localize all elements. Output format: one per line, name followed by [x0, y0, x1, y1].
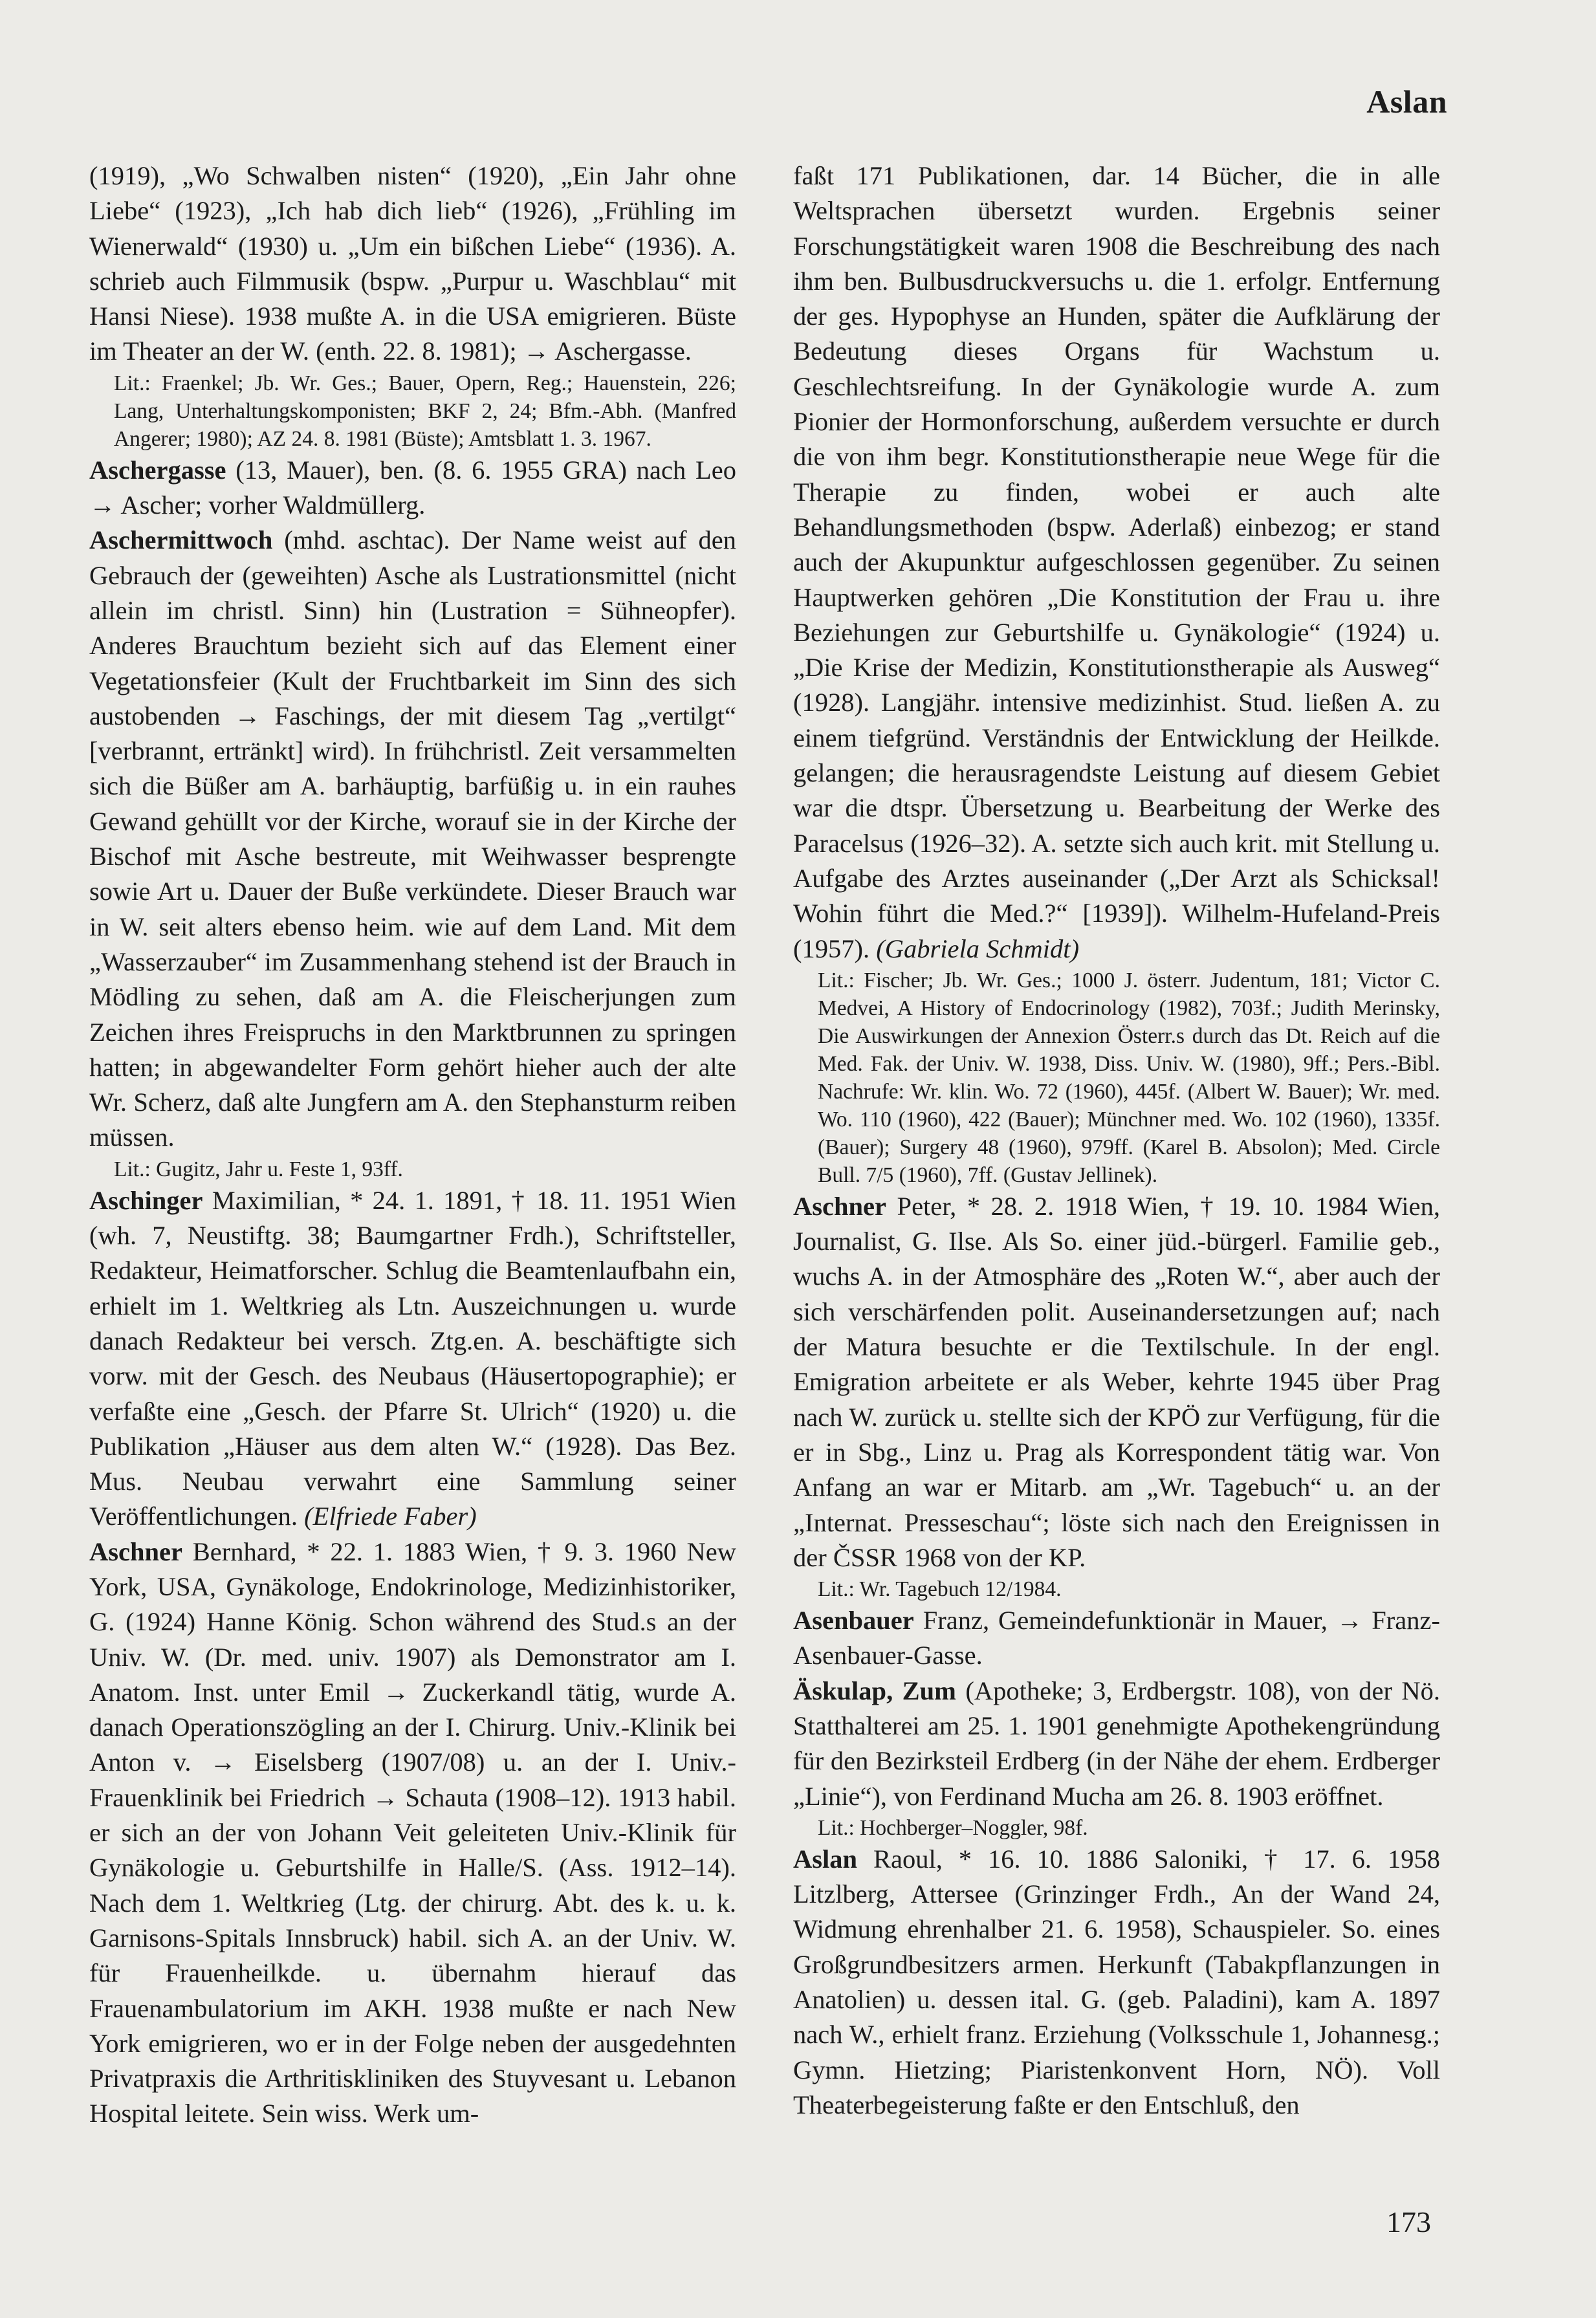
left-column — [89, 159, 736, 2132]
entry-asenbauer — [793, 1603, 1440, 1674]
literature-note: Lit.: Fraenkel; Jb. Wr. Ges.; Bauer, Opern, Reg.; Hauenstein, 226; Lang, Unterhaltungskomponisten; BKF 2, 24; Bfm.-Abh. (Manfred Angerer; 1980); AZ 24. 8. 1981 (Büste); Amtsblatt 1. 3. 1967. — [114, 371, 736, 451]
entry-continuation: (1919), „Wo Schwalben nisten“ (1920), „Ein Jahr ohne Liebe“ (1923), „Ich hab dich lieb“ (1926), „Frühling im Wienerwald“ (1930) u. „Um ein bißchen Liebe“ (1936). A. schrieb auch Filmmusik (bspw. „Purpur u. Waschblau“ mit Hansi Niese). 1938 mußte A. in die USA emigrieren. Büste im Theater an der W. (enth. 22. 8. 1981); → Aschergasse. — [89, 161, 736, 366]
entry-lemma: Aschner — [89, 1536, 182, 1566]
entry-text: Maximilian, * 24. 1. 1891, † 18. 11. 1951 Wien (wh. 7, Neustiftg. 38; Baumgartner Frdh.), Schriftsteller, Redakteur, Heimatforscher. Schlug die Beamtenlaufbahn ein, erhielt im 1. Weltkrieg als Ltn. Auszeichnungen u. wurde danach Redakteur bei versch. Ztg.en. A. beschäftigte sich vorw. mit der Gesch. des Neubaus (Häusertopographie); er verfaßte eine „Gesch. der Pfarre St. Ulrich“ (1920) u. die Publikation „Häuser aus dem alten W.“ (1928). Das Bez. Mus. Neubau verwahrt eine Sammlung seiner Veröffentlichungen. — [89, 1185, 736, 1531]
entry-text: Peter, * 28. 2. 1918 Wien, † 19. 10. 1984 Wien, Journalist, G. Ilse. Als So. einer jüd.-bürgerl. Familie geb., wuchs A. in der Atmosphäre des „Roten W.“, aber auch der sich verschärfenden polit. Auseinandersetzungen auf; nach der Matura besuchte er die Textilschule. In der engl. Emigration arbeitete er als Weber, kehrte 1945 über Prag nach W. zurück u. stellte sich der KPÖ zur Verfügung, für die er in Sbg., Linz u. Prag als Korrespondent tätig war. Von Anfang an war er Mitarb. am „Wr. Tagebuch“ u. an der „Internat. Presseschau“; löste sich nach den Ereignissen in der ČSSR 1968 von der KP. — [793, 1191, 1440, 1572]
right-column — [793, 159, 1440, 2123]
literature-note: Lit.: Fischer; Jb. Wr. Ges.; 1000 J. österr. Judentum, 181; Victor C. Medvei, A History of Endocrinology (1982), 703f.; Judith Merinsky, Die Auswirkungen der Annexion Österr.s durch das Dt. Reich auf die Med. Fak. der Univ. W. 1938, Diss. Univ. W. (1980), 9ff.; Pers.-Bibl. Nachrufe: Wr. klin. Wo. 72 (1960), 445f. (Albert W. Bauer); Wr. med. Wo. 110 (1960), 422 (Bauer); Münchner med. Wo. 102 (1960), 1335f. (Bauer); Surgery 48 (1960), 979ff. (Karel B. Absolon); Med. Circle Bull. 7/5 (1960), 7ff. (Gustav Jellinek). — [818, 968, 1440, 1187]
literature-note: Lit.: Gugitz, Jahr u. Feste 1, 93ff. — [114, 1157, 403, 1181]
entry-author: (Gabriela Schmidt) — [876, 934, 1080, 963]
entry-lemma: Aschergasse — [89, 455, 226, 485]
entry-lemma: Aschinger — [89, 1185, 203, 1215]
entry-text: (mhd. aschtac). Der Name weist auf den Gebrauch der (geweihten) Asche als Lustrationsmittel (nicht allein im christl. Sinn) hin (Lustration = Sühneopfer). Anderes Brauchtum bezieht sich auf das Element einer Vegetationsfeier (Kult der Fruchtbarkeit im Sinn des sich austobenden → Faschings, der mit diesem Tag „vertilgt“ [verbrannt, ertränkt] wird). In frühchristl. Zeit versammelten sich die Büßer am A. barhäuptig, barfüßig u. in ein rauhes Gewand gehüllt vor der Kirche, worauf sie in der Kirche der Bischof mit Asche bestreute, mit Weihwasser besprengte sowie Art u. Dauer der Buße verkündete. Dieser Brauch war in W. seit alters ebenso heim. wie auf dem Land. Mit dem „Wasserzauber“ im Zusammenhang stehend ist der Brauch in Mödling zu sehen, daß am A. die Fleischerjungen zum Zeichen ihres Freispruchs in den Marktbrunnen zu springen hatten; in abgewandelter Form gehört hieher auch der alte Wr. Scherz, daß alte Jungfern am A. den Stephansturm reiben müssen. — [89, 525, 736, 1152]
entry-aschergasse — [89, 453, 736, 523]
entry-aschner-bernhard — [89, 1535, 736, 2132]
entry-lemma: Aslan — [793, 1844, 858, 1874]
entry-lemma: Aschermittwoch — [89, 525, 273, 555]
entry-aschinger — [89, 1183, 736, 1535]
entry-lemma: Asenbauer — [793, 1606, 914, 1635]
entry-aschner-peter — [793, 1189, 1440, 1575]
running-head: Aslan — [1366, 83, 1447, 120]
literature-note: Lit.: Hochberger–Noggler, 98f. — [818, 1815, 1088, 1840]
entry-text: Bernhard, * 22. 1. 1883 Wien, † 9. 3. 1960 New York, USA, Gynäkologe, Endokrinologe, Medizinhistoriker, G. (1924) Hanne König. Schon während des Stud.s an der Univ. W. (Dr. med. univ. 1907) als Demonstrator am I. Anatom. Inst. unter Emil → Zuckerkandl tätig, wurde A. danach Operationszögling an der I. Chirurg. Univ.-Klinik bei Anton v. → Eiselsberg (1907/08) u. an der I. Univ.-Frauenklinik bei Friedrich → Schauta (1908–12). 1913 habil. er sich an der von Johann Veit geleiteten Univ.-Klinik für Gynäkologie u. Geburtshilfe in Halle/S. (Ass. 1912–14). Nach dem 1. Weltkrieg (Ltg. der chirurg. Abt. des k. u. k. Garnisons-Spitals Innsbruck) habil. sich A. an der Univ. W. für Frauenheilkde. u. übernahm hierauf das Frauenambulatorium im AKH. 1938 mußte er nach New York emigrieren, wo er in der Folge neben der ausgedehnten Privatpraxis die Arthritiskliniken des Stuyvesant u. Lebanon Hospital leitete. Sein wiss. Werk um- — [89, 1536, 736, 2128]
entry-lemma: Äskulap, Zum — [793, 1676, 956, 1705]
entry-askulap — [793, 1674, 1440, 1814]
entry-text: (Apotheke; 3, Erdbergstr. 108), von der Nö. Statthalterei am 25. 1. 1901 genehmigte Apothekengründung für den Bezirksteil Erdberg (in der Nähe der ehem. Erdberger „Linie“), von Ferdinand Mucha am 26. 8. 1903 eröffnet. — [793, 1676, 1440, 1811]
literature-note: Lit.: Wr. Tagebuch 12/1984. — [818, 1577, 1062, 1602]
entry-text: Raoul, * 16. 10. 1886 Saloniki, † 17. 6. 1958 Litzlberg, Attersee (Grinzinger Frdh., An der Wand 24, Widmung ehrenhalber 21. 6. 1958), Schauspieler. So. eines Großgrundbesitzers armen. Herkunft (Tabakpflanzungen in Anatolien) u. dessen ital. G. (geb. Paladini), kam A. 1897 nach W., erhielt franz. Erziehung (Volksschule 1, Johannesg.; Gymn. Hietzing; Piaristenkonvent Horn, NÖ). Voll Theaterbegeisterung faßte er den Entschluß, den — [793, 1844, 1440, 2119]
page-number: 173 — [1386, 2205, 1431, 2238]
entry-lemma: Aschner — [793, 1191, 886, 1221]
entry-aschermittwoch — [89, 523, 736, 1155]
entry-continuation: faßt 171 Publikationen, dar. 14 Bücher, die in alle Weltsprachen übersetzt wurden. Ergebnis seiner Forschungstätigkeit waren 1908 die Beschreibung des nach ihm ben. Bulbusdruckversuchs u. die 1. erfolgr. Entfernung der ges. Hypophyse an Hunden, später die Aufklärung der Bedeutung dieses Organs für Wachstum u. Geschlechtsreifung. In der Gynäkologie wurde A. zum Pionier der Hormonforschung, außerdem versuchte er durch die von ihm begr. Konstitutionstherapie neue Wege für die Therapie zu finden, wobei er auch alte Behandlungsmethoden (bspw. Aderlaß) einbezog; er stand auch der Akupunktur aufgeschlossen gegenüber. Zu seinen Hauptwerken gehören „Die Konstitution der Frau u. ihre Beziehungen zur Geburtshilfe u. Gynäkologie“ (1924) u. „Die Krise der Medizin, Konstitutionstherapie als Ausweg“ (1928). Langjähr. intensive medizinhist. Stud. ließen A. zu einem tiefgründ. Verständnis der Entwicklung der Heilkde. gelangen; die herausragendste Leistung auf diesem Gebiet war die dtspr. Übersetzung u. Bearbeitung der Werke des Paracelsus (1926–32). A. setzte sich auch krit. mit Stellung u. Aufgabe des Arztes auseinander („Der Arzt als Schicksal! Wohin führt die Med.?“ [1939]). Wilhelm-Hufeland-Preis (1957). (Gabriela Schmidt) — [793, 161, 1440, 963]
entry-aslan — [793, 1842, 1440, 2123]
entry-text: (13, Mauer), ben. (8. 6. 1955 GRA) nach Leo → Ascher; vorher Waldmüllerg. — [89, 455, 736, 520]
entry-text: Franz, Gemeindefunktionär in Mauer, → Franz-Asenbauer-Gasse. — [793, 1606, 1440, 1670]
entry-author: (Elfriede Faber) — [304, 1502, 477, 1531]
